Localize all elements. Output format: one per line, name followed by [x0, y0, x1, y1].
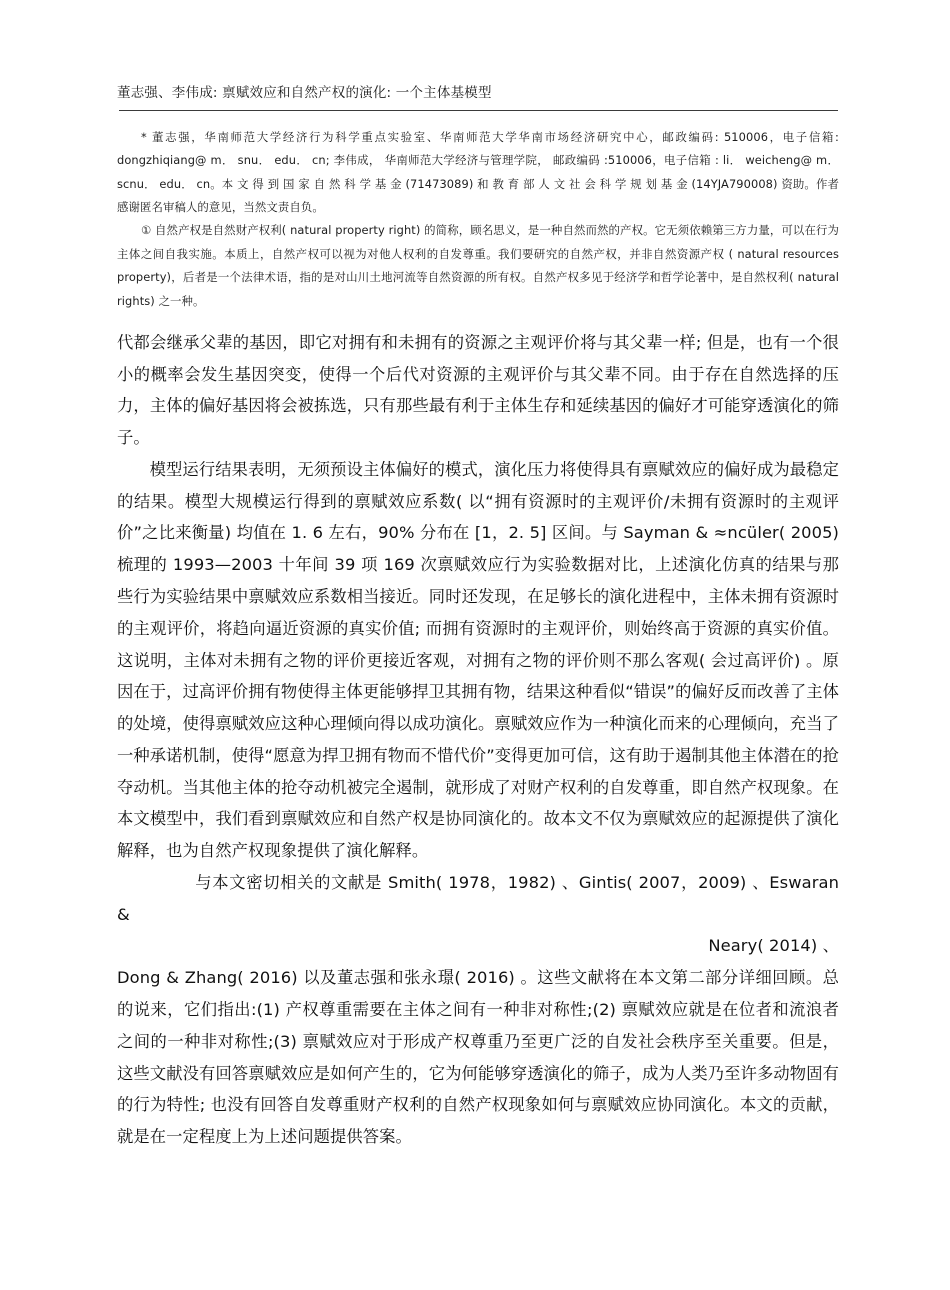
paragraph-model-results: 模型运行结果表明，无须预设主体偏好的模式，演化压力将使得具有禀赋效应的偏好成为最稳定的结果。模型大规模运行得到的禀赋效应系数( 以“拥有资源时的主观评价/未拥有资源时的主观评价”之比来衡量) 均值在 1. 6 左右，90% 分布在 [1，2. 5] 区间。与 Sayman & ≈ncüler( 2005) 梳理的 1993—2003 十年间 39 项 169 次禀赋效应行为实验数据对比，上述演化仿真的结果与那些行为实验结果中禀赋效应系数相当接近。同时还发现，在足够长的演化进程中，主体未拥有资源时的主观评价，将趋向逼近资源的真实价值; 而拥有资源时的主观评价，则始终高于资源的真实价值。这说明，主体对未拥有之物的评价更接近客观，对拥有之物的评价则不那么客观( 会过高评价) 。原因在于，过高评价拥有物使得主体更能够捍卫其拥有物，结果这种看似“错误”的偏好反而改善了主体的处境，使得禀赋效应这种心理倾向得以成功演化。禀赋效应作为一种演化而来的心理倾向，充当了一种承诺机制，使得“愿意为捍卫拥有物而不惜代价”变得更加可信，这有助于遏制其他主体潜在的抢夺动机。当其他主体的抢夺动机被完全遏制，就形成了对财产权利的自发尊重，即自然产权现象。在本文模型中，我们看到禀赋效应和自然产权是协同演化的。故本文不仅为禀赋效应的起源提供了演化解释，也为自然产权现象提供了演化解释。	[117, 459, 839, 861]
body-text-block	[117, 327, 839, 1153]
footnote-note-1: ① 自然产权是自然财产权利( natural property right) 的简称，顾名思义，是一种自然而然的产权。它无须依赖第三方力量，可以在行为主体之间自我实施。本质上，自然产权可以视为对他人权利的自发尊重。我们要研究的自然产权，并非自然资源产权 ( natural resources property)，后者是一个法律术语，指的是对山川土地河流等自然资源的所有权。自然产权多见于经济学和哲学论著中，是自然权利( natural rights) 之一种。	[117, 223, 839, 308]
footnote-block	[117, 126, 839, 313]
header-rule-divider	[119, 110, 838, 111]
footnote-author-affiliation: * 董志强，华南师范大学经济行为科学重点实验室、华南师范大学华南市场经济研究中心，邮政编码: 510006，电子信箱: dongzhiqiang@ m． snu． edu． cn; 李伟成， 华南师范大学经济与管理学院， 邮政编码 :510006，电子信箱 : li． weicheng@ m． scnu． edu． cn。本 文 得 到 国 家 自 然 科 学 基 金 (71473089) 和 教 育 部 人 文 社 会 科 学 规 划 基 金 (14YJA790008) 资助。作者感谢匿名审稿人的意见，当然文责自负。	[117, 129, 839, 215]
running-header: 董志强、李伟成: 禀赋效应和自然产权的演化: 一个主体基模型	[117, 85, 492, 101]
literature-head-tail: Neary( 2014) 、	[708, 936, 839, 956]
page-content-column	[117, 84, 839, 1153]
paragraph-continuation: 代都会继承父辈的基因，即它对拥有和未拥有的资源之主观评价将与其父辈一样; 但是，也有一个很小的概率会发生基因突变，使得一个后代对资源的主观评价与其父辈不同。由于存在自然选择的压力，主体的偏好基因将会被拣选，只有那些最有利于主体生存和延续基因的偏好才可能穿透演化的筛子。	[117, 332, 839, 448]
paragraph-literature-body: Dong & Zhang( 2016) 以及董志强和张永璟( 2016) 。这些文献将在本文第二部分详细回顾。总的说来，它们指出:(1) 产权尊重需要在主体之间有一种非对称性;(2) 禀赋效应就是在位者和流浪者之间的一种非对称性;(3) 禀赋效应对于形成产权尊重乃至更广泛的自发社会秩序至关重要。但是，这些文献没有回答禀赋效应是如何产生的，它为何能够穿透演化的筛子，成为人类乃至许多动物固有的行为特性; 也没有回答自发尊重财产权利的自然产权现象如何与禀赋效应协同演化。本文的贡献，就是在一定程度上为上述问题提供答案。	[117, 968, 839, 1147]
paragraph-literature-head	[117, 867, 839, 962]
literature-head-line: 与本文密切相关的文献是 Smith( 1978，1982) 、Gintis( 2007，2009) 、Eswaran &	[117, 872, 839, 924]
